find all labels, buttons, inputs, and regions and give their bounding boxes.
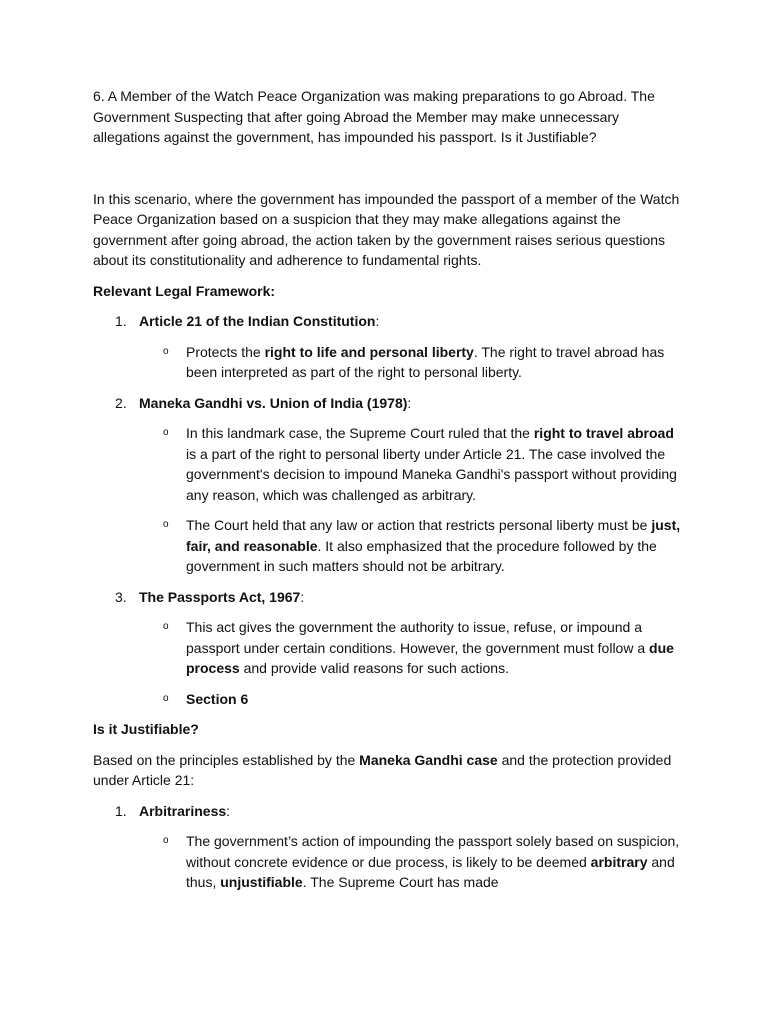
framework-item: [93, 393, 683, 414]
bullet-marker: o: [163, 621, 169, 632]
bullet-marker: o: [163, 692, 169, 704]
bullet-item: [93, 423, 683, 505]
bullet-text: The Court held that any law or action that restricts personal liberty must be: [186, 517, 652, 533]
item-title: Arbitrariness: [139, 802, 227, 819]
framework-item: [93, 587, 683, 608]
bullet-bold: due process: [186, 639, 674, 676]
bullet-marker: o: [163, 519, 169, 530]
document-body: [93, 86, 683, 903]
bullet-text: The government’s action of impounding the passport solely based on suspicion, without concrete evidence or due process, is likely to be deemed: [186, 833, 680, 870]
item-suffix: :: [407, 394, 412, 411]
bullet-item: [93, 689, 683, 710]
bullet-text: . It also emphasized that the procedure followed by the government in such matters should not be arbitrary.: [186, 537, 657, 574]
bullet-bold: arbitrary: [590, 853, 648, 870]
bullet-bold: right to travel abroad: [533, 425, 674, 441]
item-title: Article 21 of the Indian Constitution: [139, 313, 376, 329]
bullet-bold: just, fair, and reasonable: [186, 517, 681, 554]
item-number: 3.: [115, 588, 127, 605]
framework-heading: Relevant Legal Framework:: [93, 282, 276, 299]
item-suffix: :: [300, 588, 305, 605]
bullet-item: [93, 515, 683, 577]
item-suffix: :: [226, 802, 231, 819]
framework-item: [93, 311, 683, 332]
bullet-text: and thus,: [186, 853, 675, 890]
bullet-bold: Section 6: [186, 690, 249, 707]
justifiable-intro: [93, 750, 683, 791]
item-number: 1.: [115, 802, 127, 819]
bullet-marker: o: [163, 835, 169, 846]
item-title: The Passports Act, 1967: [139, 588, 301, 605]
bullet-item: [93, 831, 683, 893]
justifiable-heading: Is it Justifiable?: [93, 721, 199, 737]
intro-bold: Maneka Gandhi case: [359, 751, 498, 768]
bullet-marker: o: [163, 345, 169, 357]
question-text: 6. A Member of the Watch Peace Organization was making preparations to go Abroad. The Government Suspecting that after going Abroad the Member may make unnecessary allegations against the government, has impounded his passport. Is it Justifiable?: [93, 88, 655, 145]
bullet-text: This act gives the government the authority to issue, refuse, or impound a passport under certain conditions. However, the government must follow a: [186, 619, 650, 656]
bullet-bold: right to life and personal liberty: [264, 343, 474, 360]
bullet-text: is a part of the right to personal liberty under Article 21. The case involved the government's decision to impound Maneka Gandhi's passport without providing any reason, which was challenged as arbitrary.: [186, 445, 677, 503]
bullet-item: [93, 617, 683, 679]
bullet-marker: o: [163, 427, 169, 438]
bullet-text: Protects the: [186, 343, 265, 360]
intro-text: and the protection provided under Article 21:: [93, 751, 672, 788]
item-number: 2.: [115, 394, 127, 411]
bullet-text: . The Supreme Court has made: [302, 874, 499, 890]
justifiable-item: [93, 801, 683, 822]
item-number: 1.: [115, 313, 127, 329]
bullet-item: [93, 342, 683, 383]
item-title: Maneka Gandhi vs. Union of India (1978): [139, 394, 408, 411]
bullet-text: and provide valid reasons for such actions.: [239, 660, 509, 676]
bullet-bold: unjustifiable: [220, 874, 303, 890]
item-suffix: :: [375, 313, 380, 329]
intro-text: Based on the principles established by the: [93, 751, 360, 768]
bullet-text: . The right to travel abroad has been interpreted as part of the right to personal liberty.: [186, 343, 665, 380]
intro-paragraph: In this scenario, where the government has impounded the passport of a member of the Watch Peace Organization based on a suspicion that they may make allegations against the government after going abroad, the action taken by the government raises serious questions about its constitutionality and adherence to fundamental rights.: [93, 190, 680, 268]
bullet-text: In this landmark case, the Supreme Court ruled that the: [186, 425, 534, 441]
